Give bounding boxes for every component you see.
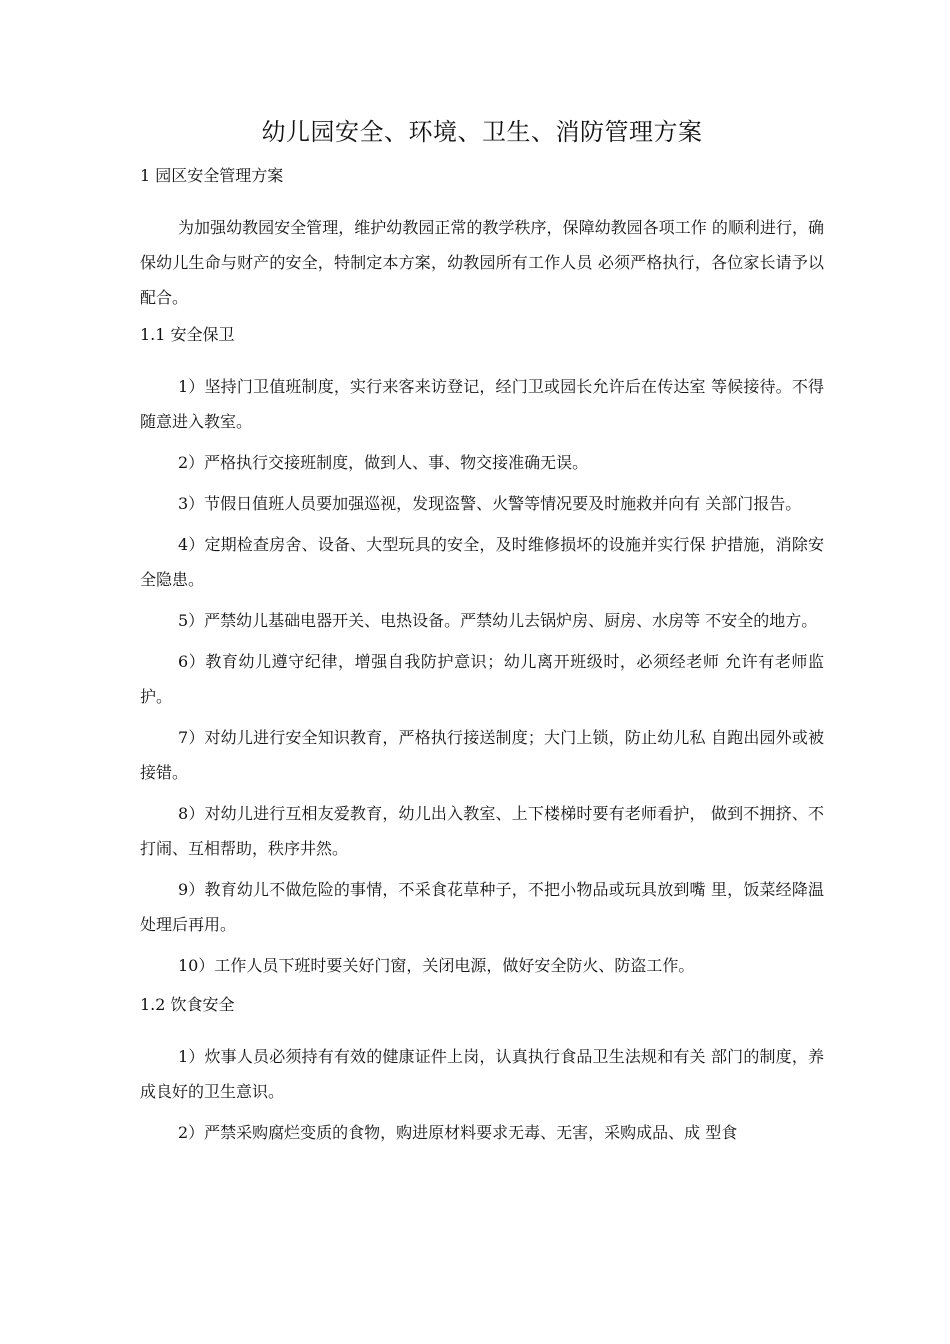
list-item: 1）炊事人员必须持有有效的健康证件上岗，认真执行食品卫生法规和有关 部门的制度，养成良好的卫生意识。 bbox=[140, 1047, 824, 1101]
section-heading-1: 1 园区安全管理方案 bbox=[140, 166, 284, 185]
list-item: 9）教育幼儿不做危险的事情，不采食花草种子，不把小物品或玩具放到嘴 里，饭菜经降温处理后再用。 bbox=[140, 880, 824, 934]
list-item: 7）对幼儿进行安全知识教育，严格执行接送制度；大门上锁，防止幼儿私 自跑出园外或被接错。 bbox=[140, 728, 824, 782]
section-heading-1-1: 1.1 安全保卫 bbox=[140, 325, 235, 344]
document-page bbox=[140, 112, 824, 1156]
list-item: 5）严禁幼儿基础电器开关、电热设备。严禁幼儿去锅炉房、厨房、水房等 不安全的地方。 bbox=[178, 611, 818, 630]
section-heading-1-2: 1.2 饮食安全 bbox=[140, 995, 235, 1014]
list-item: 10）工作人员下班时要关好门窗，关闭电源，做好安全防火、防盗工作。 bbox=[178, 956, 695, 975]
list-item: 2）严格执行交接班制度，做到人、事、物交接准确无误。 bbox=[178, 453, 589, 472]
intro-paragraph: 为加强幼教园安全管理，维护幼教园正常的教学秩序，保障幼教园各项工作 的顺利进行，确保幼儿生命与财产的安全，特制定本方案，幼教园所有工作人员 必须严格执行，各位家长请予以配合。 bbox=[140, 218, 824, 307]
list-item: 2）严禁采购腐烂变质的食物，购进原材料要求无毒、无害，采购成品、成 型食 bbox=[178, 1123, 738, 1142]
list-item: 4）定期检查房舍、设备、大型玩具的安全，及时维修损坏的设施并实行保 护措施，消除安全隐患。 bbox=[140, 535, 824, 589]
list-item: 1）坚持门卫值班制度，实行来客来访登记，经门卫或园长允许后在传达室 等候接待。不得随意进入教室。 bbox=[140, 377, 824, 431]
document-title: 幼儿园安全、环境、卫生、消防管理方案 bbox=[261, 118, 703, 146]
list-item: 6）教育幼儿遵守纪律，增强自我防护意识；幼儿离开班级时，必须经老师 允许有老师监护。 bbox=[140, 652, 824, 706]
list-item: 8）对幼儿进行互相友爱教育，幼儿出入教室、上下楼梯时要有老师看护， 做到不拥挤、不打闹、互相帮助，秩序井然。 bbox=[140, 804, 824, 858]
list-item: 3）节假日值班人员要加强巡视，发现盗警、火警等情况要及时施救并向有 关部门报告。 bbox=[178, 494, 802, 513]
